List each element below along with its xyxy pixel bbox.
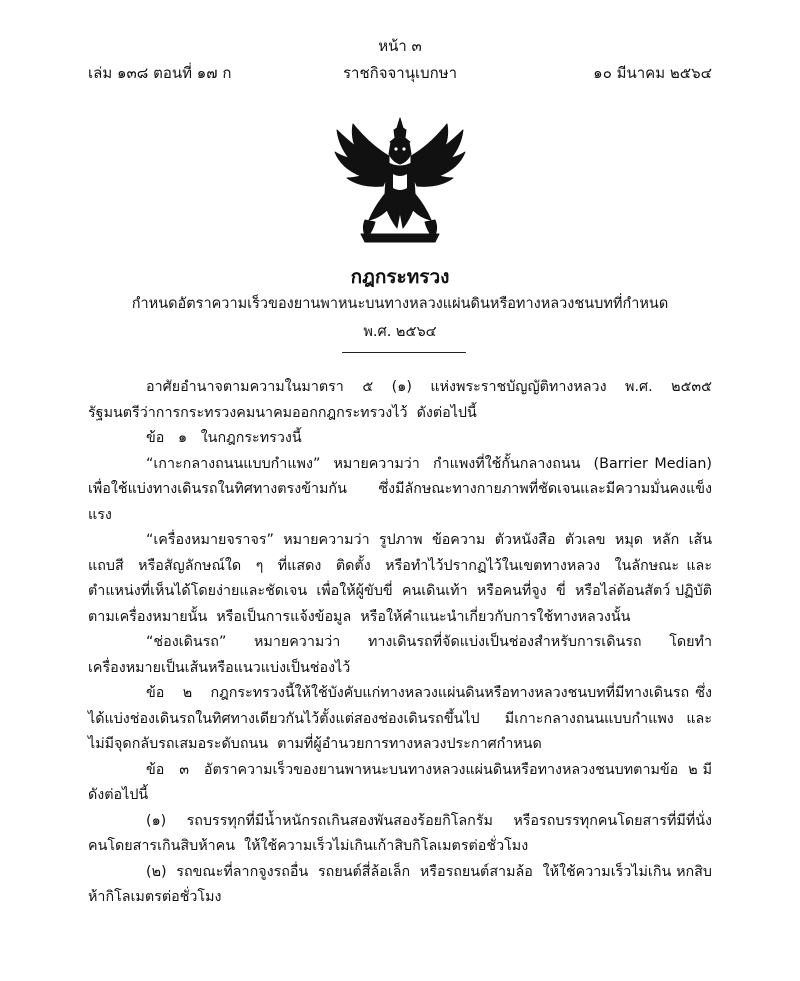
document-title: กฎกระทรวง [350, 266, 450, 288]
publication-date: ๑๐ มีนาคม ๒๕๖๔ [593, 64, 712, 82]
gazette-name: ราชกิจจานุเบกษา [342, 64, 458, 82]
paragraph-clause-1: ข้อ ๑ ในกฎกระทรวงนี้ [146, 430, 302, 446]
document-year: พ.ศ. ๒๕๖๔ [363, 324, 437, 340]
paragraph-definition-sign: “เครื่องหมายจราจร” หมายความว่า รูปภาพ ข้อความ ตัวหนังสือ ตัวเลข หมุด หลัก เส้น แถบสี หรือสัญลักษณ์ใด ๆ ที่แสดง ติดตั้ง หรือทำไว้ปรากฏไว้ในเขตทางหลวง ในลักษณะ และตำแหน่งที่เห็นได้โดยง่ายและชัดเจน เพื่อให้ผู้ขับขี่ คนเดินเท้า หรือคนที่จูง ขี่ หรือไล่ต้อนสัตว์ ปฏิบัติตามเครื่องหมายนั้น หรือเป็นการแจ้งข้อมูล หรือให้คำแนะนำเกี่ยวกับการใช้ทางหลวงนั้น [88, 532, 717, 625]
paragraph-item-2: (๒) รถขณะที่ลากจูงรถอื่น รถยนต์สี่ล้อเล็ก หรือรถยนต์สามล้อ ให้ใช้ความเร็วไม่เกิน หกสิบห้ากิโลเมตรต่อชั่วโมง [88, 863, 712, 905]
title-divider [342, 352, 466, 353]
paragraph-item-1: (๑) รถบรรทุกที่มีน้ำหนักรถเกินสองพันสองร้อยกิโลกรัม หรือรถบรรทุกคนโดยสารที่มีที่นั่ง คนโดยสารเกินสิบห้าคน ให้ใช้ความเร็วไม่เกินเก้าสิบกิโลเมตรต่อชั่วโมง [88, 812, 717, 854]
paragraph-definition-lane: “ช่องเดินรถ” หมายความว่า ทางเดินรถที่จัดแบ่งเป็นช่องสำหรับการเดินรถ โดยทำ เครื่องหมายเป็นเส้นหรือแนวแบ่งเป็นช่องไว้ [88, 634, 717, 676]
gazette-header [88, 61, 712, 81]
garuda-emblem-icon [331, 116, 469, 246]
document-subtitle: กำหนดอัตราความเร็วของยานพาหนะบนทางหลวงแผ่นดินหรือทางหลวงชนบทที่กำหนด [131, 296, 669, 312]
paragraph-preamble: อาศัยอำนาจตามความในมาตรา ๕ (๑) แห่งพระราชบัญญัติทางหลวง พ.ศ. ๒๕๓๕ รัฐมนตรีว่าการกระทรวงคมนาคมออกกฎกระทรวงไว้ ดังต่อไปนี้ [88, 379, 717, 421]
paragraph-definition-barrier: “เกาะกลางถนนแบบกำแพง” หมายความว่า กำแพงที่ใช้กั้นกลางถนน (Barrier Median) เพื่อใช้แบ่งทางเดินรถในทิศทางตรงข้ามกัน ซึ่งมีลักษณะทางกายภาพที่ชัดเจนและมีความมั่นคงแข็งแรง [88, 455, 717, 523]
paragraph-clause-2: ข้อ ๒ กฎกระทรวงนี้ให้ใช้บังคับแก่ทางหลวงแผ่นดินหรือทางหลวงชนบทที่มีทางเดินรถ ซึ่งได้แบ่งช่องเดินรถในทิศทางเดียวกันไว้ตั้งแต่สองช่องเดินรถขึ้นไป มีเกาะกลางถนนแบบกำแพง และไม่มีจุดกลับรถเสมอระดับถนน ตามที่ผู้อำนวยการทางหลวงประกาศกำหนด [88, 685, 712, 752]
volume-issue: เล่ม ๑๓๘ ตอนที่ ๑๗ ก [88, 64, 232, 82]
document-body [88, 375, 717, 911]
paragraph-clause-3: ข้อ ๓ อัตราความเร็วของยานพาหนะบนทางหลวงแผ่นดินหรือทางหลวงชนบทตามข้อ ๒ มีดังต่อไปนี้ [88, 761, 712, 803]
page-number: หน้า ๓ [378, 37, 422, 55]
